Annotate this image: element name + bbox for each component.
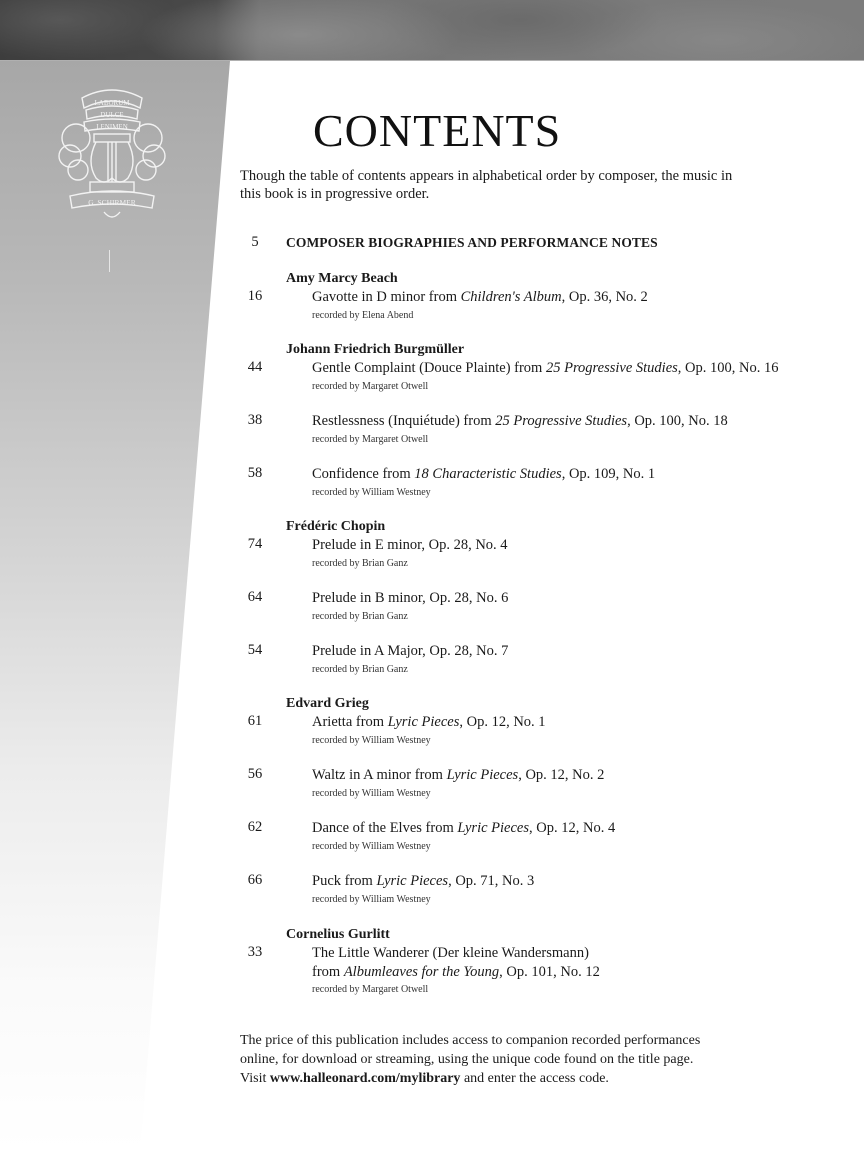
collection-title: Lyric Pieces bbox=[446, 767, 519, 783]
performer-credit: recorded by William Westney bbox=[312, 735, 431, 746]
opus-text: , Op. 36, No. 2 bbox=[561, 289, 648, 305]
piece-title bbox=[312, 465, 655, 483]
opus-text: , Op. 12, No. 1 bbox=[459, 714, 546, 730]
collection-title: Children's Album bbox=[460, 289, 562, 305]
collection-title: Lyric Pieces bbox=[376, 873, 449, 889]
opus-text: , Op. 12, No. 4 bbox=[529, 820, 616, 836]
piece-title-text: Gavotte in D minor from bbox=[312, 289, 461, 305]
page-number: 61 bbox=[247, 713, 263, 729]
composer-name: Cornelius Gurlitt bbox=[286, 927, 390, 942]
access-note-line-2: online, for download or streaming, using the unique code found on the title page. bbox=[240, 1052, 694, 1067]
lyre-crest-icon bbox=[56, 78, 168, 224]
collection-title: 25 Progressive Studies bbox=[495, 413, 628, 429]
decorative-line bbox=[109, 250, 110, 272]
opus-text: , Op. 12, No. 2 bbox=[518, 767, 605, 783]
piece-title bbox=[312, 819, 615, 837]
page-number: 62 bbox=[247, 819, 263, 835]
piece-title bbox=[312, 412, 728, 430]
collection-title: Albumleaves for the Young bbox=[343, 964, 500, 980]
access-note bbox=[240, 1031, 760, 1088]
composer-name: Johann Friedrich Burgmüller bbox=[286, 342, 465, 357]
piece-title bbox=[312, 359, 779, 377]
performer-credit: recorded by William Westney bbox=[312, 841, 431, 852]
composer-name: Amy Marcy Beach bbox=[286, 271, 398, 286]
piece-title: Prelude in E minor, Op. 28, No. 4 bbox=[312, 537, 508, 553]
page-number: 74 bbox=[247, 536, 263, 552]
performer-credit: recorded by William Westney bbox=[312, 894, 431, 905]
performer-credit: recorded by Margaret Otwell bbox=[312, 381, 429, 392]
piece-title bbox=[312, 872, 534, 890]
section-title: COMPOSER BIOGRAPHIES AND PERFORMANCE NOTES bbox=[286, 235, 658, 250]
composer-name: Frédéric Chopin bbox=[286, 519, 386, 534]
opus-text: , Op. 109, No. 1 bbox=[561, 466, 656, 482]
performer-credit: recorded by William Westney bbox=[312, 788, 431, 799]
piece-title-text: Gentle Complaint (Douce Plainte) from bbox=[312, 360, 546, 376]
logo-motto-1: LABORUM bbox=[94, 99, 130, 107]
logo-motto-2: DULCE bbox=[100, 111, 124, 119]
opus-text: , Op. 71, No. 3 bbox=[448, 873, 535, 889]
page-number: 38 bbox=[247, 412, 263, 428]
collection-title: 18 Characteristic Studies bbox=[414, 466, 562, 482]
page-number: 66 bbox=[247, 872, 263, 888]
performer-credit: recorded by William Westney bbox=[312, 487, 431, 498]
page-number: 44 bbox=[247, 359, 263, 375]
page-number: 5 bbox=[251, 234, 259, 250]
collection-title: Lyric Pieces bbox=[457, 820, 529, 836]
performer-credit: recorded by Brian Ganz bbox=[312, 664, 408, 675]
page-number: 54 bbox=[247, 642, 263, 658]
piece-title-text: Restlessness (Inquiétude) from bbox=[312, 413, 496, 429]
page-number: 33 bbox=[247, 944, 263, 960]
piece-title-line-1: The Little Wanderer (Der kleine Wandersmann) bbox=[312, 945, 589, 961]
performer-credit: recorded by Margaret Otwell bbox=[312, 434, 429, 445]
piece-title bbox=[312, 713, 546, 731]
performer-credit: recorded by Brian Ganz bbox=[312, 558, 408, 569]
page-title: CONTENTS bbox=[313, 105, 562, 156]
opus-text: , Op. 100, No. 16 bbox=[677, 360, 779, 376]
page-number: 64 bbox=[247, 589, 263, 605]
piece-title-text: from bbox=[312, 964, 344, 980]
logo-publisher: G. SCHIRMER bbox=[88, 198, 136, 207]
piece-title-text: Arietta from bbox=[312, 714, 388, 730]
collection-title: 25 Progressive Studies bbox=[545, 360, 678, 376]
access-note-line-1: The price of this publication includes access to companion recorded performances bbox=[240, 1033, 701, 1048]
piece-title-text: Puck from bbox=[312, 873, 377, 889]
opus-text: , Op. 101, No. 12 bbox=[499, 964, 600, 980]
logo-motto-3: LENIMEN bbox=[96, 123, 128, 131]
access-note-visit: Visit bbox=[240, 1071, 270, 1086]
side-gradient-panel bbox=[0, 61, 240, 1152]
library-url-link[interactable]: www.halleonard.com/mylibrary bbox=[269, 1071, 461, 1086]
page-number: 58 bbox=[247, 465, 263, 481]
piece-title bbox=[312, 766, 604, 784]
piece-title-line-2 bbox=[312, 963, 600, 981]
performer-credit: recorded by Margaret Otwell bbox=[312, 984, 429, 995]
opus-text: , Op. 100, No. 18 bbox=[627, 413, 728, 429]
piece-title-text: Dance of the Elves from bbox=[312, 820, 458, 836]
performer-credit: recorded by Brian Ganz bbox=[312, 611, 408, 622]
access-note-visit-end: and enter the access code. bbox=[460, 1071, 609, 1086]
piece-title-text: Waltz in A minor from bbox=[312, 767, 447, 783]
collection-title: Lyric Pieces bbox=[387, 714, 460, 730]
performer-credit: recorded by Elena Abend bbox=[312, 310, 414, 321]
page-number: 56 bbox=[247, 766, 263, 782]
piece-title: Prelude in B minor, Op. 28, No. 6 bbox=[312, 590, 509, 606]
piece-title-text: Confidence from bbox=[312, 466, 415, 482]
piece-title bbox=[312, 288, 648, 306]
composer-name: Edvard Grieg bbox=[286, 696, 369, 711]
piece-title: Prelude in A Major, Op. 28, No. 7 bbox=[312, 643, 509, 659]
intro-text: Though the table of contents appears in alphabetical order by composer, the music in this book is in progressive order. bbox=[240, 168, 733, 202]
page-number: 16 bbox=[247, 288, 263, 304]
header-banner bbox=[0, 0, 864, 61]
